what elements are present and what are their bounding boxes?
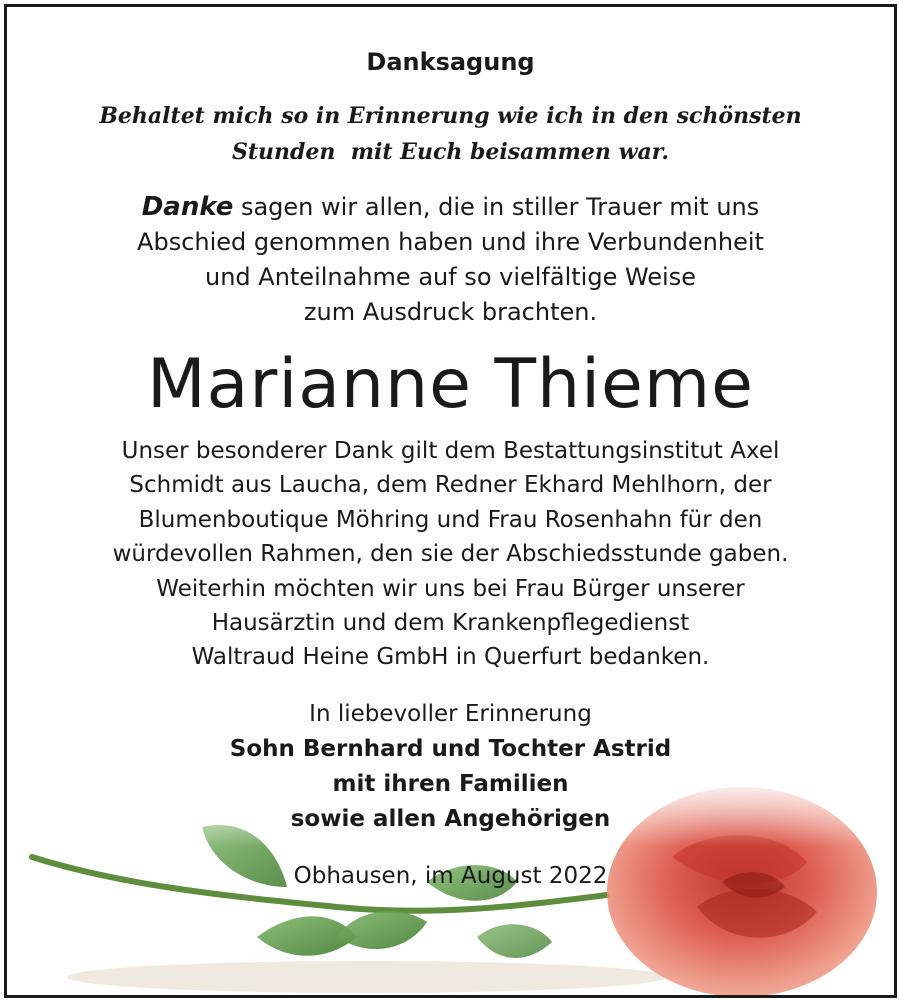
family-names: sowie allen Angehörigen <box>290 806 611 832</box>
heading: Danksagung <box>366 48 535 76</box>
quote-line: Stunden mit Euch beisammen war. <box>231 139 669 165</box>
thanks-paragraph <box>7 190 894 330</box>
family-names: mit ihren Familien <box>332 771 569 797</box>
obituary-card <box>4 4 897 998</box>
deceased-name: Marianne Thieme <box>147 345 754 424</box>
closing-intro: In liebevoller Erinnerung <box>309 701 592 727</box>
quote-line: Behaltet mich so in Erinnerung wie ich in den schönsten <box>99 103 802 129</box>
place-date: Obhausen, im August 2022 <box>293 863 608 889</box>
acknowledgement-line: Schmidt aus Laucha, dem Redner Ekhard Mehlhorn, der <box>129 472 772 499</box>
thanks-line: zum Ausdruck brachten. <box>303 298 598 326</box>
thanks-line-rest: sagen wir allen, die in stiller Trauer mit uns <box>233 193 760 221</box>
acknowledgement-line: Waltraud Heine GmbH in Querfurt bedanken. <box>191 644 710 671</box>
thanks-lead-word: Danke <box>141 192 234 222</box>
thanks-line: und Anteilnahme auf so vielfältige Weise <box>204 263 696 291</box>
thanks-line <box>7 190 894 225</box>
acknowledgement-line: Hausärztin und dem Krankenpflegedienst <box>211 610 690 637</box>
thanks-line: Abschied genommen haben und ihre Verbundenheit <box>137 228 764 256</box>
family-names: Sohn Bernhard und Tochter Astrid <box>229 736 672 762</box>
acknowledgement-line: Weiterhin möchten wir uns bei Frau Bürger unserer <box>156 575 745 602</box>
acknowledgement-paragraph <box>7 434 894 675</box>
acknowledgement-line: würdevollen Rahmen, den sie der Abschiedsstunde gaben. <box>112 541 789 568</box>
memorial-quote <box>7 98 894 170</box>
acknowledgement-line: Blumenboutique Möhring und Frau Rosenhahn für den <box>138 506 763 533</box>
closing-block <box>7 697 894 837</box>
acknowledgement-line: Unser besonderer Dank gilt dem Bestattungsinstitut Axel <box>121 438 780 464</box>
